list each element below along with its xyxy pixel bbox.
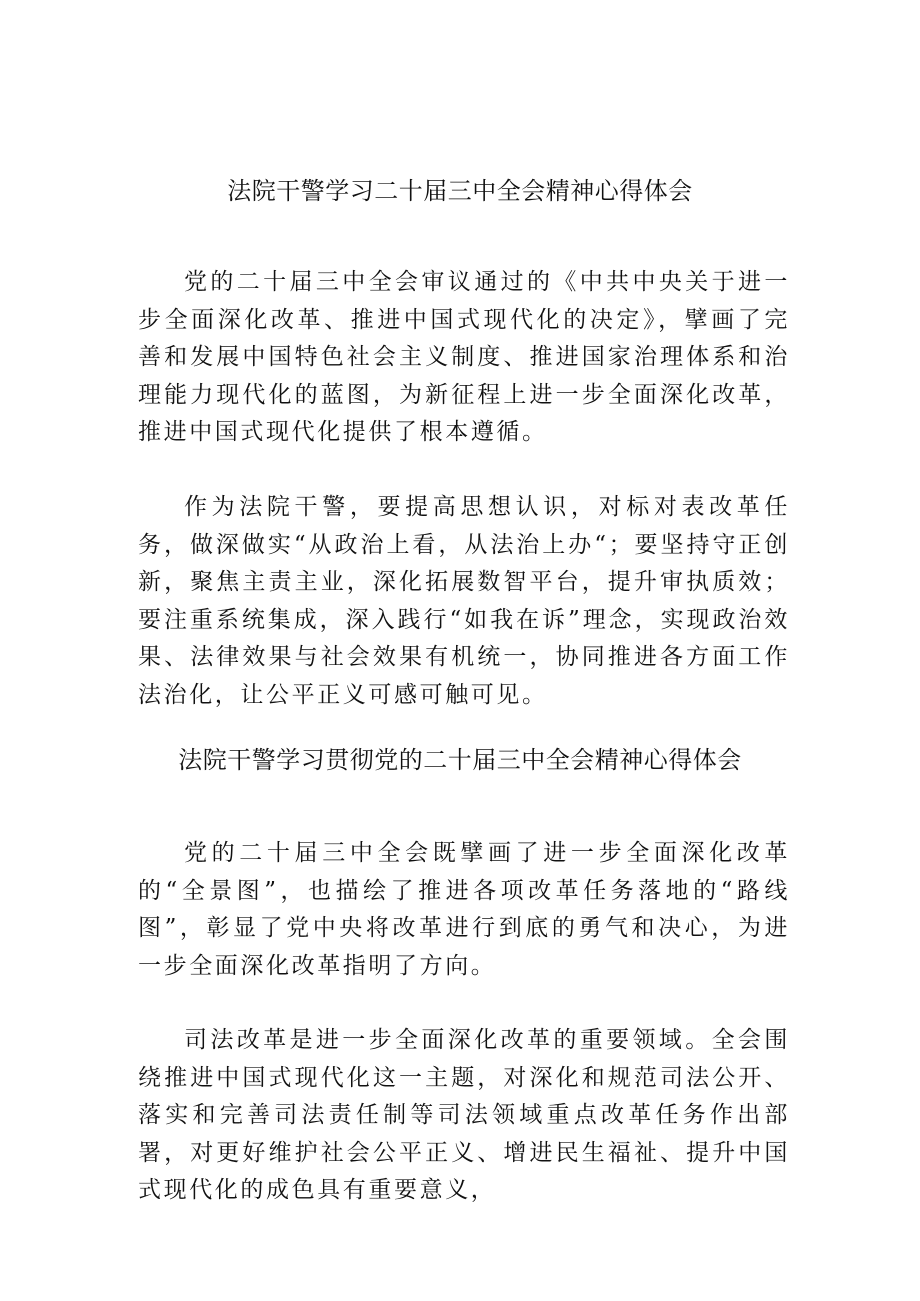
- section-2-paragraph-1: 党的二十届三中全会既擘画了进一步全面深化改革的“全景图”，也描绘了推进各项改革任务落地的“路线图”，彰显了党中央将改革进行到底的勇气和决心，为进一步全面深化改革指明了方向。: [138, 840, 790, 979]
- section-2-paragraph-2: 司法改革是进一步全面深化改革的重要领域。全会围绕推进中国式现代化这一主题，对深化和规范司法公开、落实和完善司法责任制等司法领域重点改革任务作出部署，对更好维护社会公平正义、增进民生福祉、提升中国式现代化的成色具有重要意义，: [138, 1027, 790, 1203]
- section-1-paragraph-1: 党的二十届三中全会审议通过的《中共中央关于进一步全面深化改革、推进中国式现代化的决定》，擘画了完善和发展中国特色社会主义制度、推进国家治理体系和治理能力现代化的蓝图，为新征程上进一步全面深化改革，推进中国式现代化提供了根本遵循。: [138, 269, 790, 445]
- section-1-title: 法院干警学习二十届三中全会精神心得体会: [227, 177, 693, 205]
- section-1-paragraph-2: 作为法院干警，要提高思想认识，对标对表改革任务，做深做实“从政治上看，从法治上办“；要坚持守正创新，聚焦主责主业，深化拓展数智平台，提升审执质效；要注重系统集成，深入践行“如我在诉”理念，实现政治效果、法律效果与社会效果有机统一，协同推进各方面工作法治化，让公平正义可感可触可见。: [138, 494, 790, 708]
- section-2-title: 法院干警学习贯彻党的二十届三中全会精神心得体会: [178, 746, 742, 774]
